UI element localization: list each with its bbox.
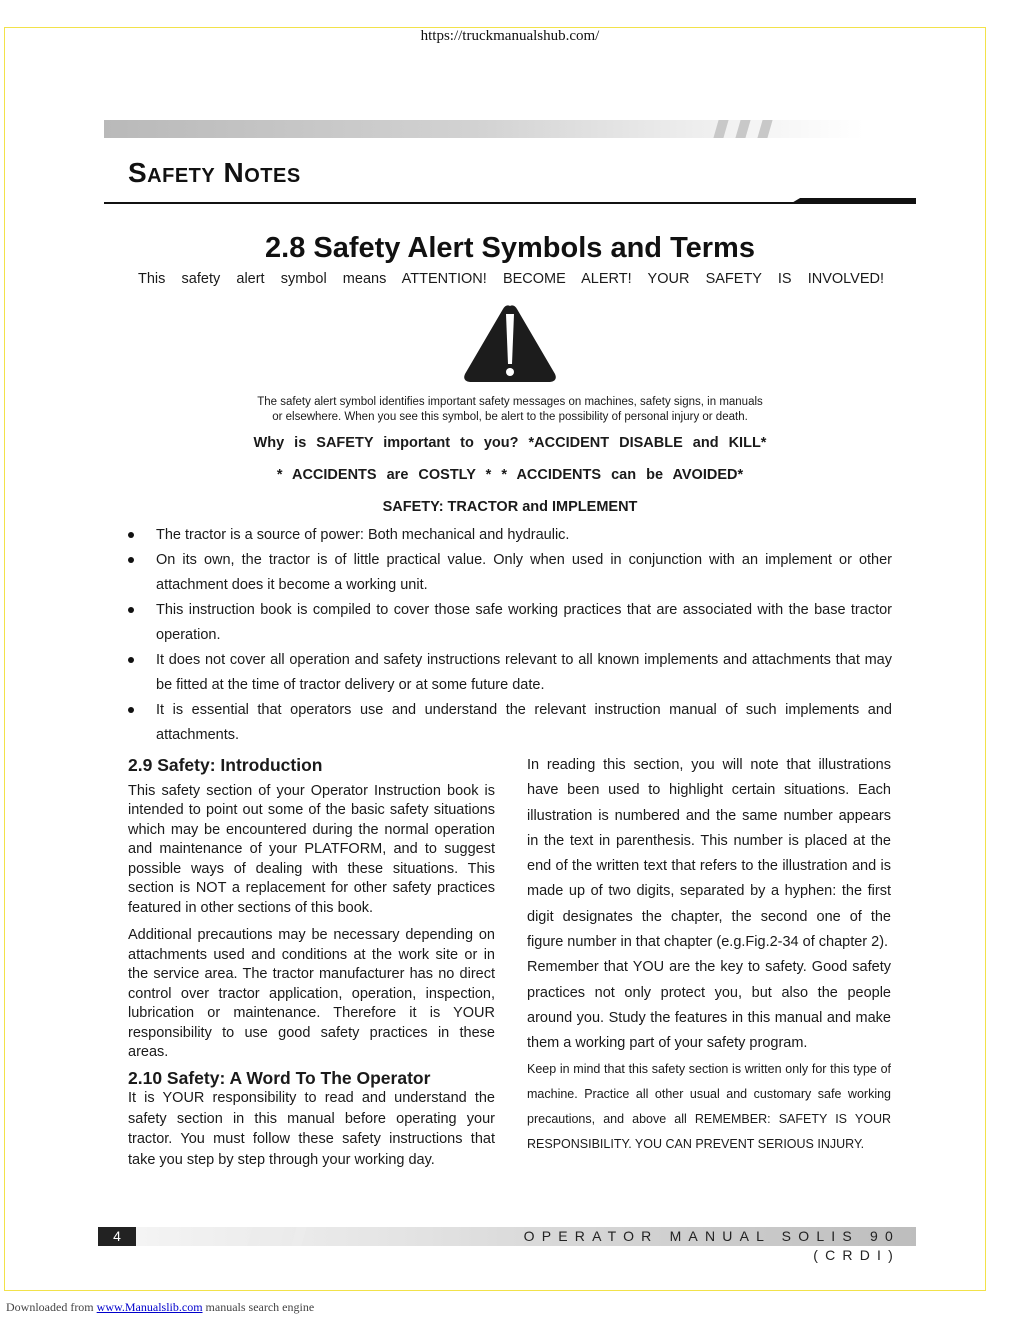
bullet-icon [128,557,134,563]
alert-statement: This safety alert symbol means ATTENTION! BECOME ALERT! YOUR SAFETY IS INVOLVED! [138,271,884,287]
list-item [128,598,892,648]
responsibility-paragraph: Keep in mind that this safety section is written only for this type of machine. Practice all other usual and customary safe working precautions, and above all REMEMBER: SAFETY IS YOUR RESPONSIBILITY. YOU CAN PREVENT SERIOUS INJURY. [527,1061,891,1152]
right-column [527,753,891,1158]
section-heading: 2.8 Safety Alert Symbols and Terms [265,232,755,264]
manualslib-link[interactable]: www.Manualslib.com [96,1300,203,1314]
warning-icon [462,302,558,384]
list-item [128,648,892,698]
intro-paragraph: This safety section of your Operator Instruction book is intended to point out some of the basic safety situations which may be encountered during the normal operation and maintenance of your PLATFORM, and to suggest possible ways of dealing with these situations. This section is NOT a replacement for other safety practices featured in other sections of this book. [128,782,495,916]
bullet-icon [128,707,134,713]
manual-title: OPERATOR MANUAL SOLIS 90 (CRDI) [523,1228,900,1263]
tractor-implement-heading: SAFETY: TRACTOR and IMPLEMENT [382,499,638,515]
illustrations-paragraph: In reading this section, you will note that illustrations have been used to highlight certain situations. Each illustration is numbered and the same number appears in the text in parenthesis. This number is placed at the end of the written text that refers to the illustration and is made up of two digits, separated by a hyphen: the first digit designates the chapter, the second one of the figure number in that chapter (e.g.Fig.2-34 of chapter 2). [527,757,891,951]
download-note [6,1300,314,1315]
list-item-text: On its own, the tractor is of little practical value. Only when used in conjunction with an implement or other attachment does it become a working unit. [156,552,892,593]
list-item-text: The tractor is a source of power: Both mechanical and hydraulic. [156,527,570,543]
intro-paragraph: Additional precautions may be necessary depending on attachments used and conditions at the work site or in the service area. The tractor manufacturer has no direct control over tractor application, operation, inspection, lubrication or maintenance. Therefore it is YOUR responsibility to use good safety practices in these areas. [128,927,495,1060]
list-item-text: It is essential that operators use and understand the relevant instruction manual of such implements and attachments. [156,702,892,743]
title-rule-accent [790,198,916,204]
source-url[interactable]: https://truckmanualshub.com/ [420,28,600,44]
section-title: Safety Notes [128,157,301,188]
page-number: 4 [98,1227,136,1246]
list-item-text: It does not cover all operation and safety instructions relevant to all known implements and attachments that may be fitted at the time of tractor delivery or at some future date. [156,652,892,693]
bullet-icon [128,532,134,538]
bullet-icon [128,607,134,613]
operator-paragraph: It is YOUR responsibility to read and understand the safety section in this manual before operating your tractor. You must follow these safety instructions that take you step by step through your working day. [128,1090,495,1168]
header-band [104,120,864,138]
list-item-text: This instruction book is compiled to cover those safe working practices that are associated with the base tractor operation. [156,602,892,643]
list-item [128,698,892,748]
caption-line: or elsewhere. When you see this symbol, be alert to the possibility of personal injury or death. [272,411,748,423]
symbol-caption [200,395,820,425]
safety-bullet-list [128,523,892,748]
operator-heading: 2.10 Safety: A Word To The Operator [128,1067,431,1088]
list-item [128,523,892,548]
accidents-line: * ACCIDENTS are COSTLY * * ACCIDENTS can be AVOIDED* [276,467,744,483]
why-safety-line: Why is SAFETY important to you? *ACCIDENT DISABLE and KILL* [253,435,767,451]
bullet-icon [128,657,134,663]
download-suffix: manuals search engine [205,1300,315,1314]
list-item [128,548,892,598]
download-prefix: Downloaded from [6,1300,94,1314]
key-to-safety-paragraph: Remember that YOU are the key to safety. Good safety practices not only protect you, but also the people around you. Study the features in this manual and make them a working part of your safety program. [527,959,891,1052]
caption-line: The safety alert symbol identifies important safety messages on machines, safety signs, in manuals [257,396,763,408]
left-column [128,756,495,1170]
intro-heading: 2.9 Safety: Introduction [128,755,323,775]
